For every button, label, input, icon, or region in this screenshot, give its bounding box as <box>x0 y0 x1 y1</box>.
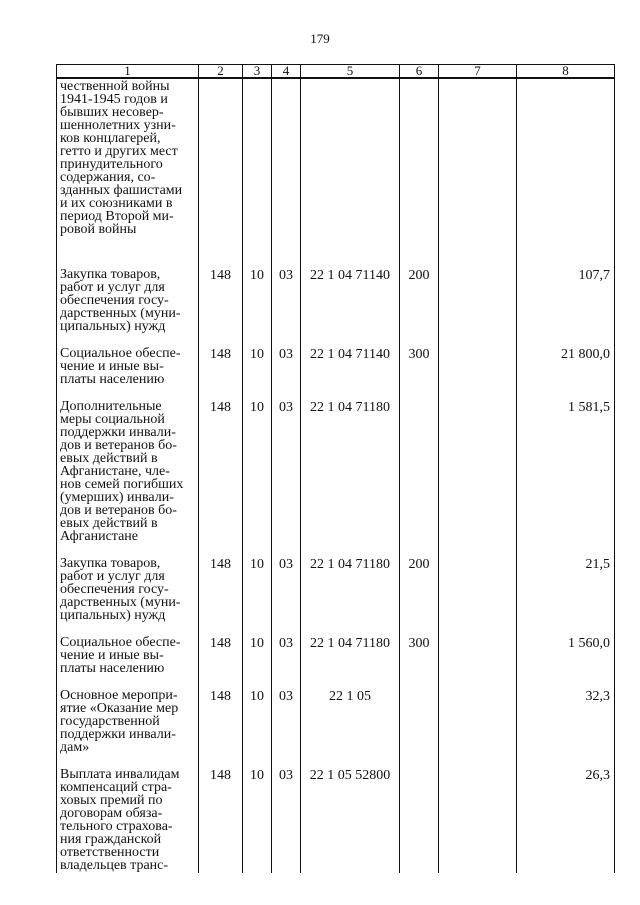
cell-col8: 26,3 <box>517 768 615 873</box>
table-row <box>57 78 615 268</box>
column-header-5: 5 <box>301 65 400 79</box>
column-header-8: 8 <box>517 65 615 79</box>
cell-col8: 1 581,5 <box>517 400 615 557</box>
cell-col8: 1 560,0 <box>517 636 615 689</box>
cell-col7 <box>439 557 517 636</box>
row-name: Закупка товаров, работ и услуг для обеспечения госу- дарственных (муни- ципальных) нужд <box>57 268 199 347</box>
row-name: Выплата инвалидам компенсаций стра- ховых премий по договорам обяза- тельного страхова- ния гражданской ответственности владельцев транс- <box>57 768 199 873</box>
cell-col2: 148 <box>199 768 243 873</box>
cell-col6: 300 <box>400 636 439 689</box>
row-name: Дополнительные меры социальной поддержки инвали- дов и ветеранов бо- евых действий в Афганистане, чле- нов семей погибших (умерших) инвали- дов и ветеранов бо- евых действий в Афганистане <box>57 400 199 557</box>
cell-col6: 200 <box>400 557 439 636</box>
cell-col7 <box>439 689 517 768</box>
cell-col3 <box>243 78 272 268</box>
cell-col8: 107,7 <box>517 268 615 347</box>
table-row <box>57 268 615 347</box>
cell-col2 <box>199 78 243 268</box>
cell-col8: 21 800,0 <box>517 347 615 400</box>
cell-col2: 148 <box>199 400 243 557</box>
cell-col5: 22 1 04 71180 <box>301 400 400 557</box>
cell-col3: 10 <box>243 268 272 347</box>
cell-col2: 148 <box>199 268 243 347</box>
cell-col4: 03 <box>272 347 301 400</box>
row-name: Социальное обеспе- чение и иные вы- платы населению <box>57 347 199 400</box>
cell-col4: 03 <box>272 557 301 636</box>
cell-col3: 10 <box>243 347 272 400</box>
cell-col5: 22 1 05 <box>301 689 400 768</box>
table-row <box>57 636 615 689</box>
cell-col4: 03 <box>272 268 301 347</box>
cell-col2: 148 <box>199 557 243 636</box>
row-name: Основное меропри- ятие «Оказание мер государственной поддержки инвали- дам» <box>57 689 199 768</box>
row-name: чественной войны 1941-1945 годов и бывших несовер- шеннолетних узни- ков концлагерей, гетто и других мест принудительного содержания, со- зданных фашистами и их союзниками в период Второй ми- ровой войны <box>57 78 199 268</box>
budget-table <box>56 64 615 873</box>
cell-col3: 10 <box>243 557 272 636</box>
cell-col7 <box>439 347 517 400</box>
cell-col4: 03 <box>272 689 301 768</box>
table-row <box>57 400 615 557</box>
cell-col3: 10 <box>243 768 272 873</box>
cell-col5: 22 1 04 71140 <box>301 268 400 347</box>
cell-col6 <box>400 768 439 873</box>
cell-col2: 148 <box>199 636 243 689</box>
cell-col7 <box>439 78 517 268</box>
cell-col6 <box>400 78 439 268</box>
cell-col5: 22 1 04 71180 <box>301 636 400 689</box>
cell-col7 <box>439 400 517 557</box>
cell-col6: 200 <box>400 268 439 347</box>
cell-col6: 300 <box>400 347 439 400</box>
cell-col3: 10 <box>243 636 272 689</box>
column-header-7: 7 <box>439 65 517 79</box>
row-name: Социальное обеспе- чение и иные вы- платы населению <box>57 636 199 689</box>
cell-col5 <box>301 78 400 268</box>
cell-col4: 03 <box>272 768 301 873</box>
cell-col6 <box>400 689 439 768</box>
column-header-1: 1 <box>57 65 199 79</box>
table-row <box>57 689 615 768</box>
table-row <box>57 557 615 636</box>
header-row <box>57 65 615 79</box>
cell-col3: 10 <box>243 400 272 557</box>
cell-col7 <box>439 768 517 873</box>
row-name: Закупка товаров, работ и услуг для обеспечения госу- дарственных (муни- ципальных) нужд <box>57 557 199 636</box>
cell-col7 <box>439 268 517 347</box>
cell-col3: 10 <box>243 689 272 768</box>
cell-col2: 148 <box>199 689 243 768</box>
cell-col5: 22 1 05 52800 <box>301 768 400 873</box>
page-number: 179 <box>310 31 330 46</box>
cell-col8: 21,5 <box>517 557 615 636</box>
cell-col5: 22 1 04 71140 <box>301 347 400 400</box>
column-header-3: 3 <box>243 65 272 79</box>
table-row <box>57 347 615 400</box>
cell-col8: 32,3 <box>517 689 615 768</box>
cell-col8 <box>517 78 615 268</box>
cell-col5: 22 1 04 71180 <box>301 557 400 636</box>
cell-col4 <box>272 78 301 268</box>
column-header-4: 4 <box>272 65 301 79</box>
cell-col2: 148 <box>199 347 243 400</box>
cell-col4: 03 <box>272 636 301 689</box>
cell-col6 <box>400 400 439 557</box>
cell-col7 <box>439 636 517 689</box>
column-header-2: 2 <box>199 65 243 79</box>
column-header-6: 6 <box>400 65 439 79</box>
table-row <box>57 768 615 873</box>
cell-col4: 03 <box>272 400 301 557</box>
